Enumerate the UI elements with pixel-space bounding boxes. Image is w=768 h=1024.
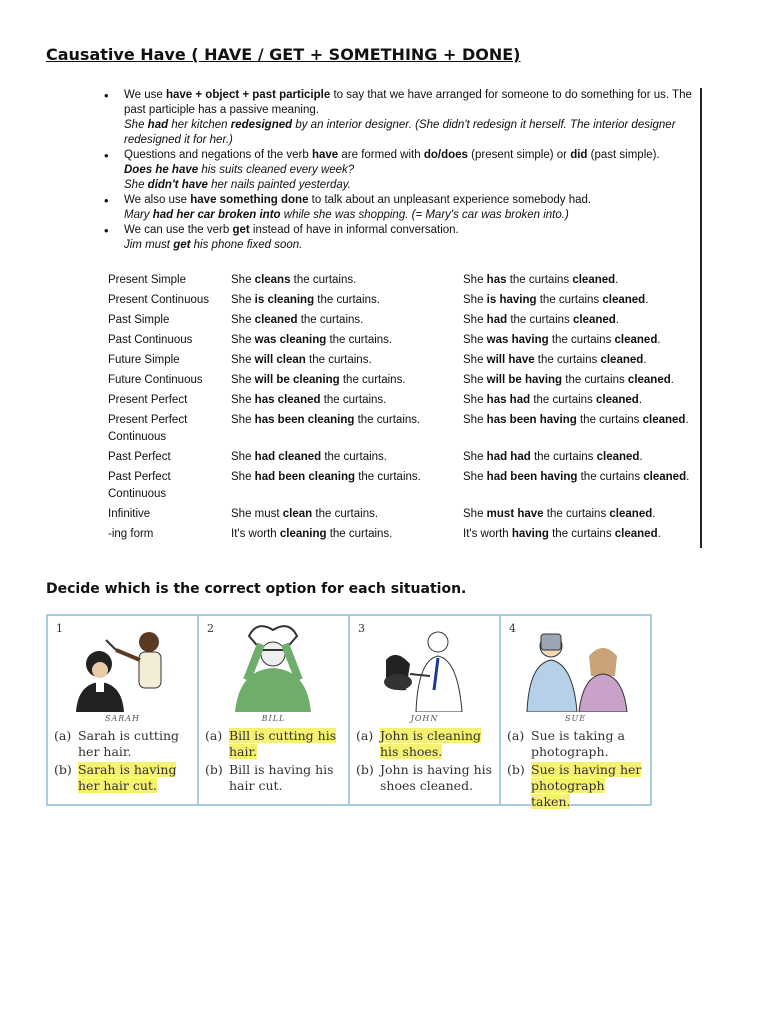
option-label: (b) xyxy=(54,762,72,777)
causative-sentence: She had the curtains cleaned. xyxy=(463,314,619,326)
man-holding-head-illustration xyxy=(205,620,341,712)
tense-name: Past Simple xyxy=(108,314,170,326)
tense-name: Future Simple xyxy=(108,354,180,366)
option-text-span: John is having his shoes cleaned. xyxy=(380,762,493,793)
causative-sentence: It's worth having the curtains cleaned. xyxy=(463,528,661,540)
active-sentence: She will be cleaning the curtains. xyxy=(231,374,406,386)
option-text xyxy=(531,762,646,810)
active-sentence: She has cleaned the curtains. xyxy=(231,394,387,406)
causative-sentence: She is having the curtains cleaned. xyxy=(463,294,649,306)
active-sentence: She had been cleaning the curtains. xyxy=(231,471,421,483)
option-text-span: Bill is cutting his hair. xyxy=(229,728,337,759)
option-text xyxy=(380,728,495,760)
active-sentence: She has been cleaning the curtains. xyxy=(231,414,421,426)
tense-name: Present Continuous xyxy=(108,294,210,306)
panel-4 xyxy=(501,616,650,809)
rule-bullet: • We can use the verb get instead of have in informal conversation. xyxy=(98,223,698,238)
option-text-span: Sue is having her photograph taken. xyxy=(531,762,642,809)
tense-row xyxy=(98,292,704,309)
panel-options xyxy=(356,728,495,796)
panel-2 xyxy=(199,616,350,804)
shoe-cleaning-illustration xyxy=(356,620,492,712)
panel-number: 1 xyxy=(56,622,63,635)
option-text-span: John is cleaning his shoes. xyxy=(380,728,481,759)
tense-row xyxy=(98,332,704,349)
tense-row xyxy=(98,412,704,446)
option-label: (a) xyxy=(507,728,525,743)
causative-sentence: She will be having the curtains cleaned. xyxy=(463,374,674,386)
tense-row xyxy=(98,272,704,289)
tense-row xyxy=(98,526,704,543)
tense-name: Past Perfect Continuous xyxy=(108,471,171,500)
rule-bullet: • We use have + object + past participle to say that we have arranged for someone to do something for us. The past participle has a passive meaning. xyxy=(98,88,698,118)
tense-name: Present Perfect xyxy=(108,394,188,406)
panel-character-name: SUE xyxy=(564,714,587,723)
tense-name: Present Simple xyxy=(108,274,186,286)
tense-row xyxy=(98,312,704,329)
correct-option xyxy=(205,728,344,760)
option-label: (b) xyxy=(507,762,525,777)
correct-option xyxy=(507,762,646,810)
option-text xyxy=(78,762,193,794)
option-text xyxy=(229,762,344,794)
option-text xyxy=(229,728,344,760)
option xyxy=(205,762,344,794)
option-label: (b) xyxy=(205,762,223,777)
tense-row xyxy=(98,372,704,389)
tense-name: Past Perfect xyxy=(108,451,171,463)
tense-row xyxy=(98,392,704,409)
active-sentence: She must clean the curtains. xyxy=(231,508,379,520)
active-sentence: She cleaned the curtains. xyxy=(231,314,364,326)
tense-name: Future Continuous xyxy=(108,374,203,386)
option-text-span: Sue is taking a photograph. xyxy=(531,728,625,759)
rules-list xyxy=(98,88,698,253)
exercise-panels xyxy=(46,614,652,809)
causative-sentence: She has been having the curtains cleaned. xyxy=(463,414,689,426)
causative-sentence: She has the curtains cleaned. xyxy=(463,274,619,286)
causative-sentence: She had been having the curtains cleaned. xyxy=(463,471,690,483)
panel-options xyxy=(54,728,193,796)
causative-sentence: She must have the curtains cleaned. xyxy=(463,508,656,520)
rule-bullet: • We also use have something done to talk about an unpleasant experience somebody had. xyxy=(98,193,698,208)
tense-row xyxy=(98,352,704,369)
causative-sentence: She has had the curtains cleaned. xyxy=(463,394,643,406)
tense-name: Present Perfect Continuous xyxy=(108,414,188,443)
panel-character-name: BILL xyxy=(261,714,286,723)
tense-name: -ing form xyxy=(108,528,154,540)
option-text-span: Bill is having his hair cut. xyxy=(229,762,334,793)
active-sentence: She will clean the curtains. xyxy=(231,354,372,366)
option-text xyxy=(78,728,193,760)
causative-sentence: She will have the curtains cleaned. xyxy=(463,354,647,366)
tense-name: Past Continuous xyxy=(108,334,193,346)
active-sentence: It's worth cleaning the curtains. xyxy=(231,528,393,540)
option-text xyxy=(531,728,646,760)
tense-table xyxy=(98,272,704,546)
option-label: (a) xyxy=(205,728,223,743)
option xyxy=(507,728,646,760)
option-label: (a) xyxy=(54,728,72,743)
panel-options xyxy=(205,728,344,796)
option-text-span: Sarah is having her hair cut. xyxy=(78,762,177,793)
panel-number: 3 xyxy=(358,622,365,635)
panel-3 xyxy=(350,616,501,804)
rule-bullet: • Questions and negations of the verb have are formed with do/does (present simple) or did (past simple). xyxy=(98,148,698,163)
correct-option xyxy=(356,728,495,760)
hair-cutting-illustration xyxy=(54,620,190,712)
panel-options xyxy=(507,728,646,812)
tense-row xyxy=(98,469,704,503)
option xyxy=(356,762,495,794)
rule-example: She didn't have her nails painted yesterday. xyxy=(124,179,351,191)
tense-row xyxy=(98,449,704,466)
panel-number: 2 xyxy=(207,622,214,635)
option-label: (b) xyxy=(356,762,374,777)
active-sentence: She was cleaning the curtains. xyxy=(231,334,393,346)
active-sentence: She cleans the curtains. xyxy=(231,274,357,286)
rule-example: Jim must get his phone fixed soon. xyxy=(124,239,303,251)
causative-sentence: She had had the curtains cleaned. xyxy=(463,451,643,463)
panel-number: 4 xyxy=(509,622,516,635)
rule-example: Does he have his suits cleaned every week? xyxy=(124,164,355,176)
panel-1 xyxy=(48,616,199,804)
option-label: (a) xyxy=(356,728,374,743)
correct-option xyxy=(54,762,193,794)
active-sentence: She had cleaned the curtains. xyxy=(231,451,387,463)
page-title: Causative Have ( HAVE / GET + SOMETHING + DONE) xyxy=(46,45,521,64)
active-sentence: She is cleaning the curtains. xyxy=(231,294,380,306)
exercise-instruction: Decide which is the correct option for each situation. xyxy=(46,581,467,597)
option xyxy=(54,728,193,760)
tense-name: Infinitive xyxy=(108,508,151,520)
option-text xyxy=(380,762,495,794)
tense-row xyxy=(98,506,704,523)
option-text-span: Sarah is cutting her hair. xyxy=(78,728,180,759)
photographer-illustration xyxy=(507,620,643,712)
rule-example: Mary had her car broken into while she was shopping. (= Mary's car was broken into.) xyxy=(124,209,569,221)
causative-sentence: She was having the curtains cleaned. xyxy=(463,334,661,346)
panel-character-name: JOHN xyxy=(410,714,439,723)
rule-example: She had her kitchen redesigned by an interior designer. (She didn't redesign it herself. The interior designer redesigned it for her.) xyxy=(124,119,676,146)
panel-character-name: SARAH xyxy=(104,714,141,723)
